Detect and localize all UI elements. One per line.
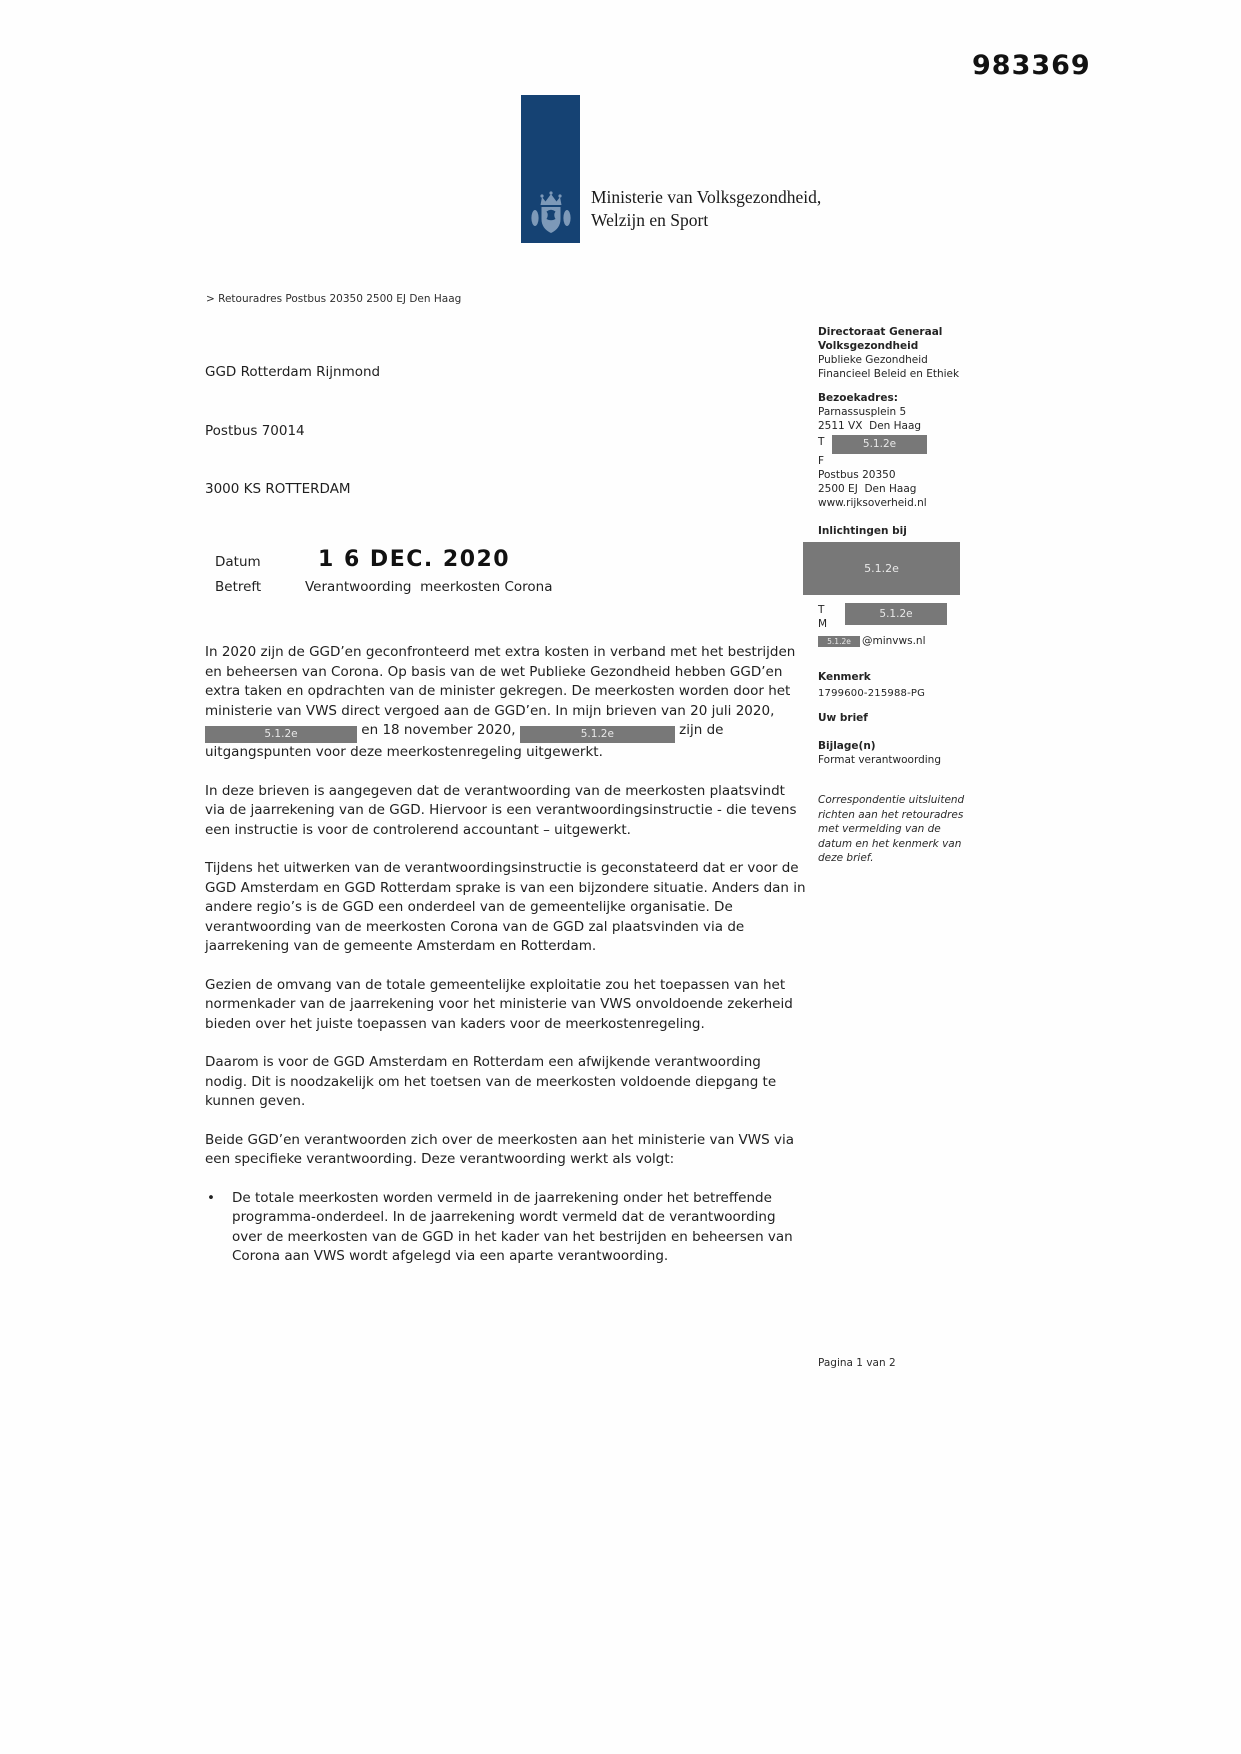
bijlagen-value: Format verantwoording	[818, 754, 942, 766]
phone-row	[818, 435, 986, 454]
bezoekadres-label: Bezoekadres:	[818, 392, 898, 404]
ministry-name	[591, 186, 821, 231]
redaction-box: 5.1.2e	[205, 726, 357, 743]
retouradres-line: > Retouradres Postbus 20350 2500 EJ Den Haag	[206, 293, 462, 305]
body-paragraph: In deze brieven is aangegeven dat de verantwoording van de meerkosten plaatsvindt via de jaarrekening van de GGD. Hiervoor is een verantwoordingsinstructie - die tevens een instructie is voor de controlerend accountant – uitgewerkt.	[205, 782, 797, 838]
body-paragraph: Beide GGD’en verantwoorden zich over de meerkosten aan het ministerie van VWS via een specifieke verantwoording. Deze verantwoording werkt als volgt:	[205, 1131, 795, 1167]
bezoekadres-line: 2511 VX Den Haag	[818, 420, 922, 432]
ministry-name-line1: Ministerie van Volksgezondheid,	[591, 187, 822, 207]
rijksoverheid-logo-ribbon	[521, 95, 580, 243]
website-text: www.rijksoverheid.nl	[818, 497, 927, 509]
paragraph-text: en 18 november 2020,	[361, 722, 516, 738]
page-indicator: Pagina 1 van 2	[818, 1357, 896, 1369]
bezoekadres-line: Parnassusplein 5	[818, 406, 907, 418]
paragraph-text: zijn de uitgangspunten voor deze meerkostenregeling uitgewerkt.	[205, 722, 724, 760]
kenmerk-label: Kenmerk	[818, 671, 871, 683]
date-stamp: 1 6 DEC. 2020	[318, 547, 511, 572]
ministry-name-line2: Welzijn en Sport	[591, 209, 709, 230]
phone-label: T	[818, 436, 825, 448]
bijlagen-label: Bijlage(n)	[818, 740, 876, 752]
phone-label: T	[818, 604, 825, 616]
body-paragraph: Gezien de omvang van de totale gemeentelijke exploitatie zou het toepassen van het normenkader van de jaarrekening voor het ministerie van VWS onvoldoende zekerheid bieden over het juiste toepassen van kaders voor de meerkostenregeling.	[205, 976, 793, 1032]
recipient-line: 3000 KS ROTTERDAM	[205, 481, 351, 497]
body-paragraph: Daarom is voor de GGD Amsterdam en Rotterdam een afwijkende verantwoording nodig. Dit is noodzakelijk om het toetsen van de meerkosten voldoende diepgang te kunnen geven.	[205, 1054, 777, 1109]
redaction-box: 5.1.2e	[818, 636, 860, 647]
document-number: 983369	[972, 50, 1091, 81]
directorate-line: Volksgezondheid	[818, 340, 919, 352]
body-paragraph: Tijdens het uitwerken van de verantwoordingsinstructie is geconstateerd dat er voor de GGD Amsterdam en GGD Rotterdam sprake is van een bijzondere situatie. Anders dan in andere regio’s is de GGD een onderdeel van de gemeentelijke organisatie. De verantwoording van de meerkosten Corona van de GGD zal plaatsvinden via de jaarrekening van de gemeente Amsterdam en Rotterdam.	[205, 860, 806, 954]
betreft-row	[215, 579, 552, 595]
betreft-value: Verantwoording meerkosten Corona	[305, 579, 553, 595]
postbus-line: Postbus 20350	[818, 469, 896, 481]
postbus-line: 2500 EJ Den Haag	[818, 483, 917, 495]
correspondence-note: Correspondentie uitsluitend richten aan het retouradres met vermelding van de datum en het kenmerk van deze brief.	[818, 794, 968, 864]
org-line: Financieel Beleid en Ethiek	[818, 368, 960, 380]
body-paragraph	[205, 643, 806, 763]
letter-meta	[215, 547, 553, 595]
redaction-box: 5.1.2e	[832, 435, 927, 454]
directorate-line: Directoraat Generaal	[818, 326, 943, 338]
email-row	[818, 634, 986, 648]
uw-brief-label: Uw brief	[818, 712, 868, 724]
phone-mobile-row	[818, 603, 986, 631]
redaction-box: 5.1.2e	[520, 726, 675, 743]
phone-mobile-labels	[818, 603, 845, 631]
bullet-item	[205, 1189, 806, 1267]
recipient-line: Postbus 70014	[205, 422, 305, 439]
org-line: Publieke Gezondheid	[818, 354, 928, 366]
mobile-label: M	[818, 618, 828, 630]
bullet-icon: •	[207, 1189, 215, 1206]
email-domain: @minvws.nl	[862, 635, 926, 647]
datum-row	[215, 547, 552, 572]
kenmerk-value: 1799600-215988-PG	[818, 688, 926, 699]
letter-body	[205, 643, 806, 1267]
recipient-line: GGD Rotterdam Rijnmond	[205, 364, 381, 380]
redaction-box: 5.1.2e	[803, 542, 960, 595]
paragraph-text: In 2020 zijn de GGD’en geconfronteerd met extra kosten in verband met het bestrijden en beheersen van Corona. Op basis van de wet Publieke Gezondheid hebben GGD’en extra taken en opdrachten van de minister gekregen. De meerkosten worden door het ministerie van VWS direct vergoed aan de GGD’en. In mijn brieven van 20 juli 2020,	[205, 644, 796, 719]
recipient-address	[205, 324, 380, 539]
inlichtingen-label: Inlichtingen bij	[818, 525, 907, 537]
datum-label: Datum	[215, 554, 261, 570]
redaction-box: 5.1.2e	[845, 603, 947, 625]
fax-label: F	[818, 455, 825, 467]
betreft-label: Betreft	[215, 579, 262, 595]
bullet-text: De totale meerkosten worden vermeld in de jaarrekening onder het betreffende programma-onderdeel. In de jaarrekening wordt vermeld dat de verantwoording over de meerkosten van de GGD in het kader van het bestrijden en beheersen van Corona aan VWS wordt afgelegd via een aparte verantwoording.	[232, 1189, 793, 1264]
letter-sidebar	[818, 325, 986, 866]
coat-of-arms-icon	[529, 190, 573, 238]
